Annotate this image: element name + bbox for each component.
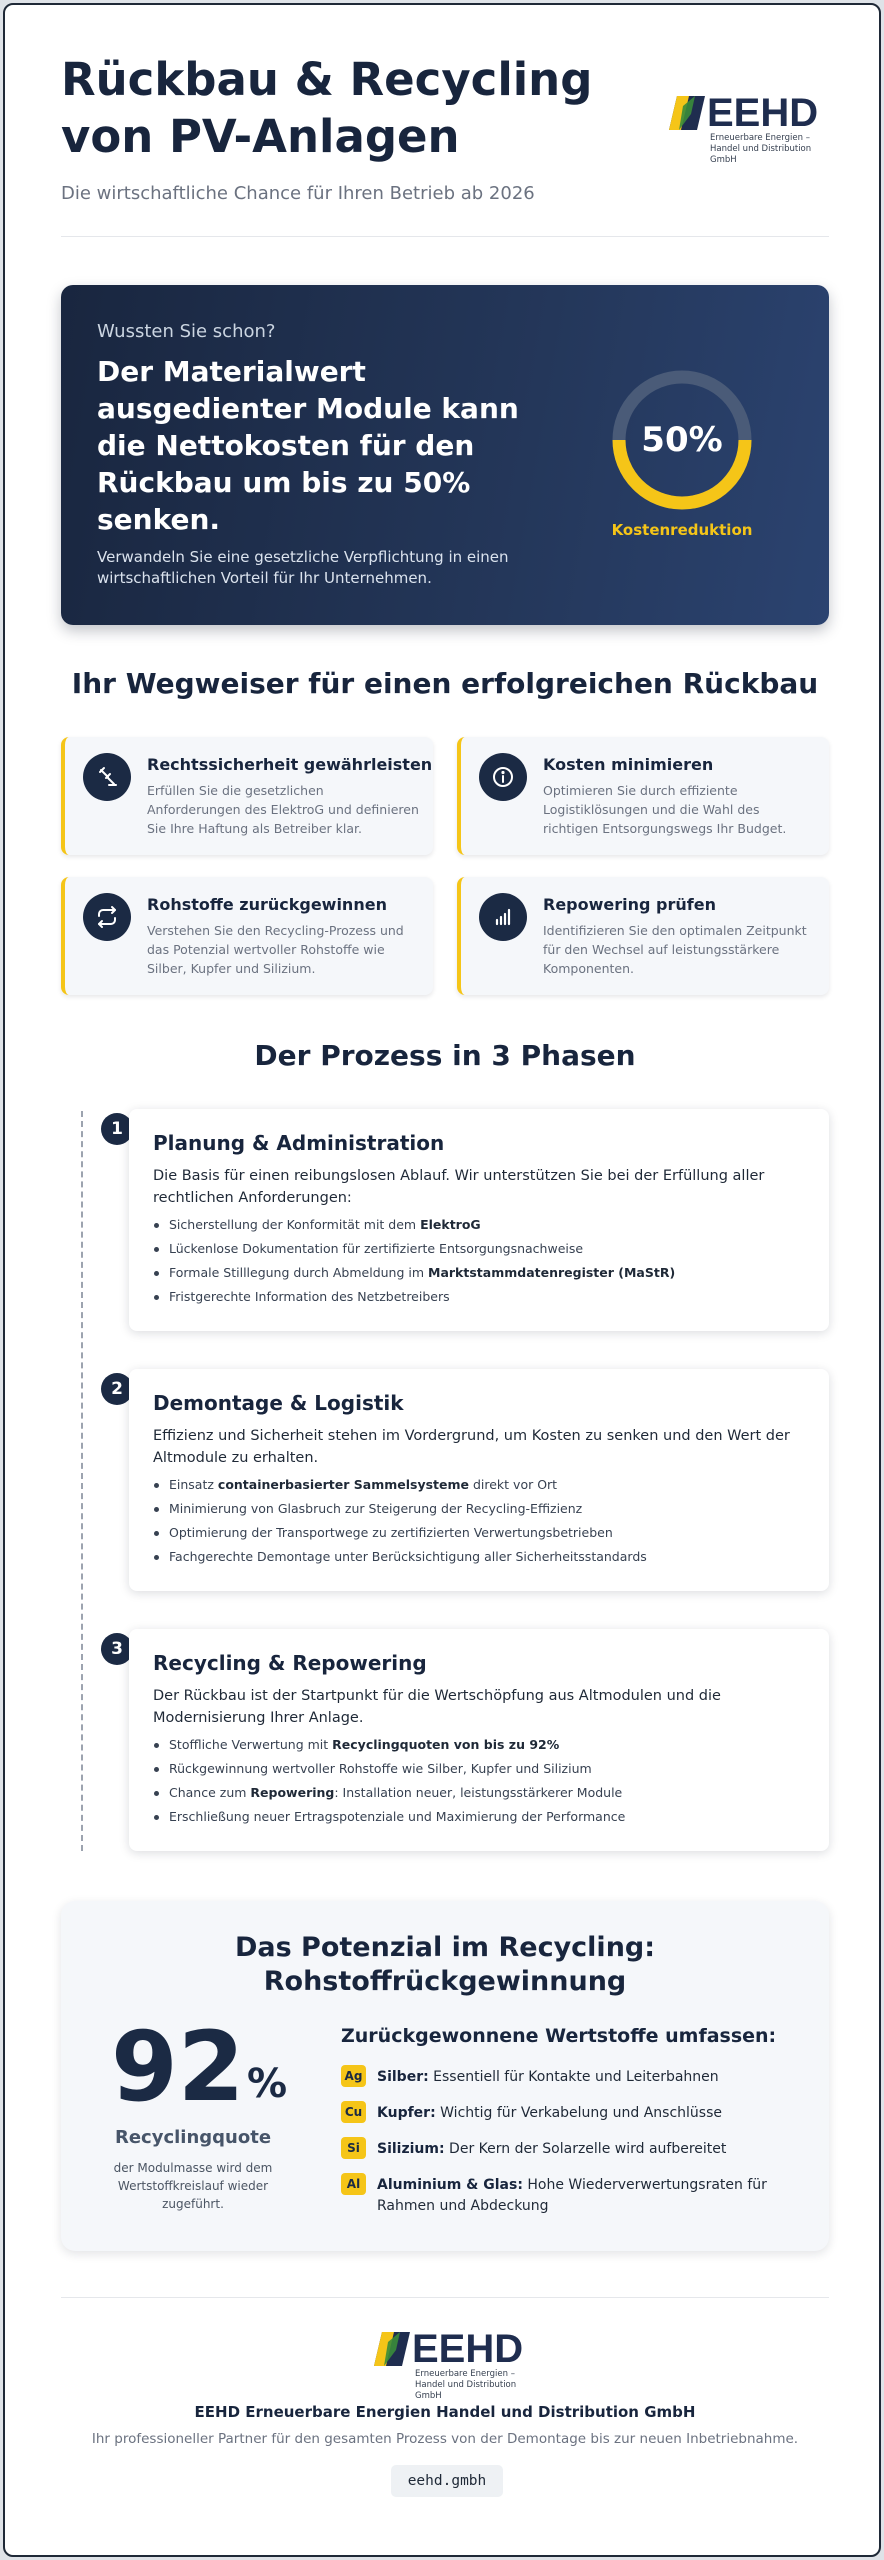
guide-title: Ihr Wegweiser für einen erfolgreichen Rückbau [71, 667, 819, 700]
recycling-section: Das Potenzial im Recycling: Rohstoffrückgewinnung 92 % Recyclingquote der Modulmasse wird dem Wertstoffkreislauf wieder zugeführt. Zurückgewonnene Wertstoffe umfassen: Ag Silber: Essentiell für Kontakte und Leiterbahnen Cu Kupfer: Wichtig für Verkabelung und Anschlüsse Si Silizium: Der Kern der Solarzelle wird aufbereitet Al Aluminium & Glas: Hohe Wiederverwertungsraten für Rahmen und Abdeckung [61, 1901, 829, 2251]
recycling-title-line1: Das Potenzial im Recycling: [234, 1932, 656, 1963]
card-text: Optimieren Sie durch effiziente Logistiklösungen und die Wahl des richtigen Entsorgungswegs Ihr Budget. [543, 783, 787, 836]
recycling-quota-unit: % [247, 2061, 288, 2107]
list-item: Chance zum Repowering: Installation neuer, leistungsstärkerer Module [153, 1781, 803, 1805]
list-item: Lückenlose Dokumentation für zertifizierte Entsorgungsnachweise [153, 1237, 803, 1261]
element-badge: Si [341, 2137, 366, 2159]
list-item: Fachgerechte Demontage unter Berücksichtigung aller Sicherheitsstandards [153, 1545, 803, 1569]
infographic-page [3, 3, 881, 2557]
footer-logo [374, 2327, 534, 2402]
ring-caption: Kostenreduktion [611, 521, 753, 539]
page-header [61, 51, 829, 241]
recycling-title-line2: Rohstoffrückgewinnung [263, 1966, 627, 1997]
process-title: Der Prozess in 3 Phasen [254, 1039, 636, 1072]
logo-mark-icon [669, 96, 705, 130]
guide-card-costs [457, 737, 829, 855]
gavel-icon [83, 753, 131, 801]
element-badge: Ag [341, 2065, 366, 2087]
phase-number-2: 2 [101, 1373, 133, 1405]
logo-wordmark: EEHD [412, 2327, 524, 2371]
footer-company: EEHD Erneuerbare Energien Handel und Distribution GmbH [194, 2403, 696, 2421]
ring-percentage: 50% [641, 420, 723, 460]
page-title: Rückbau & Recycling von PV-Anlagen [61, 53, 593, 163]
logo-tagline-line2: Handel und Distribution GmbH [710, 144, 812, 165]
card-title: Repowering prüfen [543, 895, 716, 914]
phase-card-2 [129, 1369, 829, 1591]
phase-intro: Der Rückbau ist der Startpunkt für die Wertschöpfung aus Altmodulen und die Modernisierung Ihrer Anlage. [153, 1688, 721, 1726]
logo-tagline [710, 133, 829, 166]
phase-list [153, 1473, 803, 1569]
phase-list [153, 1213, 803, 1309]
logo-mark-icon [374, 2332, 410, 2366]
card-text: Verstehen Sie den Recycling-Prozess und das Potenzial wertvoller Rohstoffe wie Silber, Kupfer und Silizium. [147, 923, 404, 976]
process-timeline [81, 1111, 83, 1851]
footer-url-badge[interactable]: eehd.gmbh [391, 2465, 503, 2497]
phase-title: Recycling & Repowering [153, 1651, 427, 1675]
logo-tagline-line1: Erneuerbare Energien – [415, 2369, 515, 2379]
hero-banner [61, 285, 829, 625]
logo-tagline-line2: Handel und Distribution GmbH [415, 2380, 517, 2401]
phase-intro: Die Basis für einen reibungslosen Ablauf. Wir unterstützen Sie bei der Erfüllung aller rechtlichen Anforderungen: [153, 1168, 765, 1206]
recycle-arrows-icon [83, 893, 131, 941]
list-item: Formale Stilllegung durch Abmeldung im Marktstammdatenregister (MaStR) [153, 1261, 803, 1285]
bar-chart-icon [479, 893, 527, 941]
card-text: Identifizieren Sie den optimalen Zeitpunkt für den Wechsel auf leistungsstärkere Komponenten. [543, 923, 807, 976]
list-item: Rückgewinnung wertvoller Rohstoffe wie Silber, Kupfer und Silizium [153, 1757, 803, 1781]
element-badge: Al [341, 2173, 366, 2195]
phase-title: Planung & Administration [153, 1131, 445, 1155]
hero-kicker: Wussten Sie schon? [97, 321, 276, 342]
list-item: Optimierung der Transportwege zu zertifizierten Verwertungsbetrieben [153, 1521, 803, 1545]
list-item: Fristgerechte Information des Netzbetreibers [153, 1285, 803, 1309]
recycling-quota-value: 92 [111, 2011, 245, 2123]
recycling-title [61, 1931, 829, 1999]
phase-number-1: 1 [101, 1113, 133, 1145]
eehd-logo [669, 91, 829, 166]
card-text: Erfüllen Sie die gesetzlichen Anforderungen des ElektroG und definieren Sie Ihre Haftung als Betreiber klar. [147, 783, 419, 836]
card-title: Kosten minimieren [543, 755, 714, 774]
hero-text: Verwandeln Sie eine gesetzliche Verpflichtung in einen wirtschaftlichen Vorteil für Ihr Unternehmen. [97, 548, 509, 587]
phase-number-3: 3 [101, 1633, 133, 1665]
list-item: Minimierung von Glasbruch zur Steigerung der Recycling-Effizienz [153, 1497, 803, 1521]
phase-card-3 [129, 1629, 829, 1851]
guide-card-resources [61, 877, 433, 995]
list-item: Einsatz containerbasierter Sammelsysteme direkt vor Ort [153, 1473, 803, 1497]
guide-card-legal [61, 737, 433, 855]
list-item: Erschließung neuer Ertragspotenziale und Maximierung der Performance [153, 1805, 803, 1829]
footer-divider [61, 2297, 829, 2298]
list-item: Stoffliche Verwertung mit Recyclingquoten von bis zu 92% [153, 1733, 803, 1757]
header-divider [61, 236, 829, 237]
phase-intro: Effizienz und Sicherheit stehen im Vordergrund, um Kosten zu senken und den Wert der Altmodule zu erhalten. [153, 1428, 790, 1466]
recycling-quota-text: der Modulmasse wird dem Wertstoffkreislauf wieder zugeführt. [113, 2161, 273, 2211]
phase-list [153, 1733, 803, 1829]
logo-tagline [415, 2369, 534, 2402]
materials-title: Zurückgewonnene Wertstoffe umfassen: [341, 2025, 777, 2047]
logo-tagline-line1: Erneuerbare Energien – [710, 133, 810, 143]
info-icon [479, 753, 527, 801]
recycling-quota-label: Recyclingquote [114, 2127, 272, 2148]
phase-title: Demontage & Logistik [153, 1391, 404, 1415]
hero-headline: Der Materialwert ausgedienter Module kann die Nettokosten für den Rückbau um bis zu 50% senken. [97, 355, 519, 536]
list-item: Sicherstellung der Konformität mit dem ElektroG [153, 1213, 803, 1237]
footer-tagline: Ihr professioneller Partner für den gesamten Prozess von der Demontage bis zur neuen Inbetriebnahme. [91, 2431, 799, 2447]
guide-card-repowering [457, 877, 829, 995]
phase-card-1 [129, 1109, 829, 1331]
card-title: Rohstoffe zurückgewinnen [147, 895, 387, 914]
logo-wordmark: EEHD [707, 91, 819, 135]
page-subtitle: Die wirtschaftliche Chance für Ihren Betrieb ab 2026 [61, 183, 535, 204]
element-badge: Cu [341, 2101, 366, 2123]
card-title: Rechtssicherheit gewährleisten [147, 755, 433, 774]
